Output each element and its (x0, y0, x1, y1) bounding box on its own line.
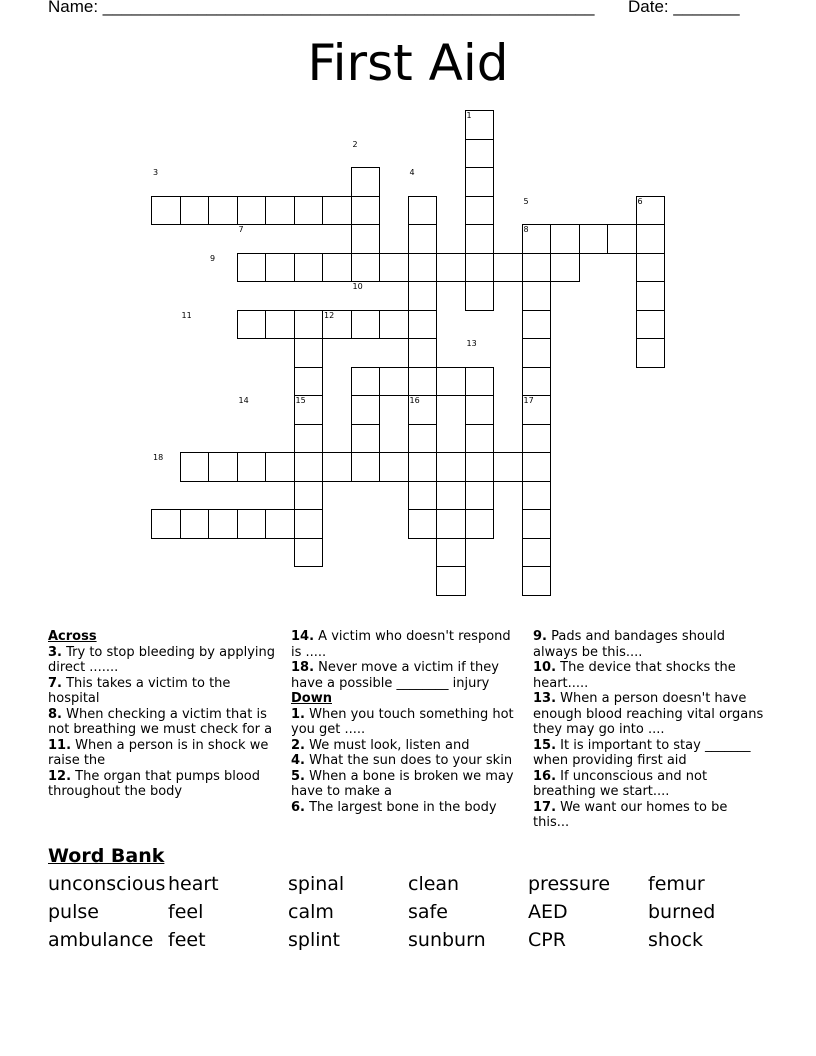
grid-cell[interactable] (493, 452, 523, 482)
clue-number-label: 11 (181, 310, 192, 320)
grid-cell[interactable] (436, 452, 466, 482)
clue-number: 9. (533, 629, 547, 644)
clue-number-label: 16 (409, 396, 420, 405)
grid-cell[interactable] (294, 424, 324, 454)
clue-text: The largest bone in the body (304, 799, 497, 815)
grid-cell[interactable] (294, 196, 324, 226)
clue-item (48, 645, 280, 676)
clue-number: 15. (533, 737, 557, 753)
clue-number: 17. (533, 799, 557, 815)
clue-item (291, 707, 523, 738)
clue-text: A victim who doesn't respond is ..... (291, 629, 511, 660)
clue-number-label: 15 (295, 396, 306, 405)
clue-number: 3. (48, 644, 62, 660)
grid-cell[interactable] (294, 253, 324, 283)
grid-cell[interactable] (408, 424, 438, 454)
grid-cell[interactable] (379, 452, 409, 482)
word-bank-word: spinal (288, 873, 345, 895)
grid-cell[interactable] (636, 338, 666, 368)
grid-cell[interactable] (465, 139, 495, 169)
grid-cell[interactable] (322, 452, 352, 482)
grid-cell[interactable] (522, 281, 552, 311)
clues-column-3 (533, 629, 765, 831)
clue-text: We must look, listen and (304, 737, 470, 753)
clue-number: 2. (291, 737, 305, 753)
grid-cell[interactable] (208, 509, 238, 539)
word-bank-word: unconscious (48, 873, 166, 895)
word-bank-word: calm (288, 901, 334, 923)
clue-item (48, 707, 280, 738)
clue-number-label: 17 (523, 396, 534, 405)
grid-cell[interactable] (237, 509, 267, 539)
clue-number-label: 6 (637, 196, 643, 206)
grid-cell[interactable] (265, 310, 295, 340)
grid-cell[interactable] (265, 509, 295, 539)
word-bank-word: feet (168, 929, 206, 951)
grid-cell[interactable] (636, 310, 666, 340)
grid-cell[interactable] (636, 253, 666, 283)
word-bank-title: Word Bank (48, 845, 165, 867)
grid-cell[interactable] (493, 253, 523, 283)
clue-item (291, 629, 523, 660)
clue-number-label: 1 (466, 111, 472, 120)
grid-cell[interactable] (436, 566, 466, 596)
grid-cell[interactable] (294, 367, 324, 397)
grid-cell[interactable] (522, 566, 552, 596)
word-bank-word: AED (528, 901, 568, 923)
page-title: First Aid (307, 34, 509, 92)
clue-number-label: 18 (153, 453, 164, 462)
grid-cell[interactable] (408, 452, 438, 482)
grid-cell[interactable] (322, 196, 352, 226)
grid-cell[interactable] (607, 224, 637, 254)
grid-cell[interactable] (522, 424, 552, 454)
grid-cell[interactable] (265, 452, 295, 482)
clue-number: 11. (48, 737, 72, 753)
grid-cell[interactable] (465, 224, 495, 254)
grid-cell[interactable] (322, 253, 352, 283)
clue-text: Try to stop bleeding by applying direct ....... (48, 644, 276, 675)
clue-item (291, 769, 523, 800)
clue-number-label: 8 (523, 225, 529, 234)
grid-cell[interactable] (465, 281, 495, 311)
clue-number: 4. (291, 753, 305, 768)
grid-cell[interactable] (522, 509, 552, 539)
grid-cell[interactable] (151, 196, 181, 226)
grid-cell[interactable] (465, 167, 495, 197)
grid-cell[interactable] (294, 310, 324, 340)
clue-number-label: 12 (324, 310, 335, 320)
clue-item (48, 769, 280, 800)
grid-cell[interactable] (351, 224, 381, 254)
clue-text: When checking a victim that is not breathing we must check for a (48, 706, 273, 737)
clues-column-2 (291, 629, 523, 815)
down-heading: Down (291, 691, 332, 706)
clue-text: It is important to stay _______ when providing first aid (533, 737, 751, 768)
clue-number-label: 9 (210, 253, 216, 263)
clue-number-label: 3 (153, 168, 159, 177)
grid-cell[interactable] (294, 481, 324, 511)
grid-cell[interactable] (237, 452, 267, 482)
grid-cell[interactable] (351, 395, 381, 425)
grid-cell[interactable] (522, 338, 552, 368)
grid-cell[interactable] (436, 481, 466, 511)
word-bank-word: feel (168, 901, 204, 923)
grid-cell[interactable] (408, 367, 438, 397)
grid-cell[interactable] (522, 481, 552, 511)
grid-cell[interactable] (636, 281, 666, 311)
clue-number: 5. (291, 768, 305, 784)
grid-cell[interactable] (465, 424, 495, 454)
grid-cell[interactable] (408, 196, 438, 226)
clue-item (291, 738, 523, 754)
grid-cell[interactable] (180, 452, 210, 482)
word-bank-word: heart (168, 873, 219, 895)
word-bank-word: pulse (48, 901, 99, 923)
clue-item (48, 738, 280, 769)
clue-number-label: 4 (409, 168, 415, 177)
clue-text: When a person doesn't have enough blood reaching vital organs they may go into .... (533, 691, 764, 737)
clue-number: 14. (291, 629, 315, 644)
clue-text: This takes a victim to the hospital (48, 675, 231, 706)
clue-number: 1. (291, 706, 305, 722)
clue-item (533, 800, 765, 831)
clue-number-label: 5 (523, 196, 529, 206)
grid-cell[interactable] (294, 452, 324, 482)
grid-cell[interactable] (465, 481, 495, 511)
grid-cell[interactable] (208, 196, 238, 226)
grid-cell[interactable] (379, 253, 409, 283)
grid-cell[interactable] (351, 452, 381, 482)
grid-cell[interactable] (522, 310, 552, 340)
grid-cell[interactable] (465, 509, 495, 539)
grid-cell[interactable] (351, 367, 381, 397)
clue-number: 10. (533, 660, 557, 675)
word-bank-word: sunburn (408, 929, 486, 951)
grid-cell[interactable] (351, 310, 381, 340)
clue-text: Never move a victim if they have a possible ________ injury (291, 660, 499, 691)
clue-number-label: 2 (352, 139, 358, 149)
grid-cell[interactable] (265, 253, 295, 283)
grid-cell[interactable] (550, 224, 580, 254)
grid-cell[interactable] (408, 310, 438, 340)
clue-number: 12. (48, 768, 72, 784)
clue-item (291, 800, 523, 816)
clue-number: 6. (291, 799, 305, 815)
grid-cell[interactable] (436, 538, 466, 568)
clue-item (533, 660, 765, 691)
grid-cell[interactable] (436, 367, 466, 397)
clue-item (533, 691, 765, 738)
grid-cell[interactable] (408, 338, 438, 368)
grid-cell[interactable] (465, 452, 495, 482)
grid-cell[interactable] (408, 253, 438, 283)
clue-number: 18. (291, 660, 315, 675)
word-bank-word: shock (648, 929, 704, 951)
clue-item (533, 769, 765, 800)
clue-number-label: 7 (238, 225, 244, 234)
grid-cell[interactable] (436, 253, 466, 283)
grid-cell[interactable] (465, 395, 495, 425)
clue-number-label: 10 (352, 282, 363, 291)
grid-cell[interactable] (436, 509, 466, 539)
name-line[interactable]: Name: ____________________________________________________ (48, 0, 595, 16)
word-bank-word: splint (288, 929, 341, 951)
date-line[interactable]: Date: _______ (628, 0, 740, 16)
word-bank-word: pressure (528, 873, 611, 895)
grid-cell[interactable] (180, 509, 210, 539)
grid-cell[interactable] (579, 224, 609, 254)
grid-cell[interactable] (294, 538, 324, 568)
clue-text: The organ that pumps blood throughout the body (48, 768, 261, 799)
grid-cell[interactable] (465, 196, 495, 226)
clue-number: 8. (48, 706, 62, 722)
grid-cell[interactable] (522, 253, 552, 283)
clue-number-label: 13 (466, 339, 477, 348)
across-heading: Across (48, 629, 97, 644)
grid-cell[interactable] (550, 253, 580, 283)
grid-cell[interactable] (351, 167, 381, 197)
grid-cell[interactable] (465, 367, 495, 397)
word-bank-word: femur (648, 873, 705, 895)
word-bank-word: safe (408, 901, 448, 923)
clue-item (291, 660, 523, 691)
clue-number: 7. (48, 675, 62, 691)
grid-cell[interactable] (180, 196, 210, 226)
grid-cell[interactable] (294, 338, 324, 368)
grid-cell[interactable] (465, 253, 495, 283)
clue-item (291, 753, 523, 769)
grid-cell[interactable] (237, 196, 267, 226)
grid-cell[interactable] (522, 452, 552, 482)
word-bank-word: ambulance (48, 929, 154, 951)
grid-cell[interactable] (237, 310, 267, 340)
grid-cell[interactable] (408, 224, 438, 254)
grid-cell[interactable] (294, 509, 324, 539)
grid-cell[interactable] (351, 196, 381, 226)
clue-item (533, 738, 765, 769)
clue-text: When you touch something hot you get ..... (291, 706, 514, 737)
grid-cell[interactable] (379, 367, 409, 397)
word-bank-word: burned (648, 901, 716, 923)
clue-text: If unconscious and not breathing we start.... (533, 768, 708, 799)
clue-text: What the sun does to your skin (304, 753, 513, 768)
clue-number: 16. (533, 768, 557, 784)
clue-item (533, 629, 765, 660)
clue-text: When a bone is broken we may have to make a (291, 768, 514, 799)
grid-cell[interactable] (522, 538, 552, 568)
grid-cell[interactable] (408, 481, 438, 511)
clue-item (48, 676, 280, 707)
clue-number-label: 14 (238, 396, 249, 405)
grid-cell[interactable] (208, 452, 238, 482)
grid-cell[interactable] (636, 224, 666, 254)
grid-cell[interactable] (379, 310, 409, 340)
grid-cell[interactable] (408, 281, 438, 311)
grid-cell[interactable] (522, 367, 552, 397)
word-bank-word: clean (408, 873, 460, 895)
clue-text: When a person is in shock we raise the (48, 737, 269, 768)
clue-text: We want our homes to be this... (533, 799, 728, 830)
grid-cell[interactable] (151, 509, 181, 539)
grid-cell[interactable] (351, 253, 381, 283)
grid-cell[interactable] (265, 196, 295, 226)
clue-text: Pads and bandages should always be this.... (533, 629, 725, 660)
word-bank-word: CPR (528, 929, 566, 951)
grid-cell[interactable] (408, 509, 438, 539)
grid-cell[interactable] (237, 253, 267, 283)
clues-column-1 (48, 629, 280, 800)
grid-cell[interactable] (351, 424, 381, 454)
clue-text: The device that shocks the heart..... (533, 660, 736, 691)
clue-number: 13. (533, 691, 557, 706)
